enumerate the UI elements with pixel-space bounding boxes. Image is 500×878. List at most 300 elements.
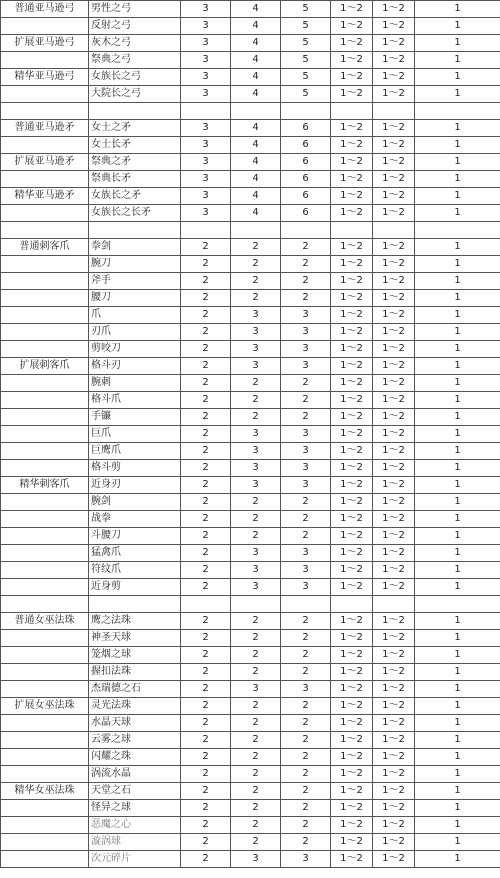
range-cell: 1～2 <box>331 426 373 443</box>
value-cell: 2 <box>181 256 231 273</box>
value-cell: 2 <box>181 528 231 545</box>
range-cell: 1～2 <box>373 817 415 834</box>
item-name-cell: 腕剑 <box>89 494 181 511</box>
value-cell: 1 <box>415 562 500 579</box>
value-cell: 2 <box>231 511 281 528</box>
value-cell: 2 <box>181 630 231 647</box>
table-row <box>1 256 500 273</box>
group-cell <box>1 443 89 460</box>
range-cell <box>373 596 415 613</box>
table-row <box>1 528 500 545</box>
value-cell: 1 <box>415 511 500 528</box>
table-row <box>1 324 500 341</box>
value-cell: 3 <box>281 460 331 477</box>
value-cell: 1 <box>415 358 500 375</box>
range-cell: 1～2 <box>331 698 373 715</box>
range-cell: 1～2 <box>331 52 373 69</box>
range-cell: 1～2 <box>373 409 415 426</box>
value-cell: 1 <box>415 409 500 426</box>
value-cell: 1 <box>415 698 500 715</box>
range-cell: 1～2 <box>373 137 415 154</box>
value-cell: 3 <box>281 681 331 698</box>
range-cell: 1～2 <box>331 239 373 256</box>
value-cell: 1 <box>415 783 500 800</box>
value-cell: 1 <box>415 256 500 273</box>
value-cell: 1 <box>415 664 500 681</box>
range-cell: 1～2 <box>331 341 373 358</box>
group-cell <box>1 307 89 324</box>
value-cell: 1 <box>415 18 500 35</box>
value-cell: 1 <box>415 35 500 52</box>
range-cell: 1～2 <box>331 18 373 35</box>
range-cell <box>373 222 415 239</box>
value-cell: 6 <box>281 137 331 154</box>
value-cell: 2 <box>231 800 281 817</box>
value-cell: 2 <box>181 732 231 749</box>
value-cell: 5 <box>281 18 331 35</box>
range-cell: 1～2 <box>331 766 373 783</box>
value-cell: 4 <box>231 205 281 222</box>
group-cell <box>1 18 89 35</box>
value-cell: 3 <box>181 205 231 222</box>
range-cell: 1～2 <box>331 562 373 579</box>
value-cell: 3 <box>281 851 331 868</box>
range-cell: 1～2 <box>331 256 373 273</box>
value-cell: 2 <box>281 749 331 766</box>
value-cell: 4 <box>231 69 281 86</box>
value-cell: 2 <box>231 290 281 307</box>
item-name-cell: 反射之弓 <box>89 18 181 35</box>
item-name-cell: 女士之矛 <box>89 120 181 137</box>
item-name-cell: 男性之弓 <box>89 1 181 18</box>
item-name-cell <box>89 103 181 120</box>
value-cell: 2 <box>231 375 281 392</box>
value-cell: 2 <box>281 698 331 715</box>
value-cell: 4 <box>231 188 281 205</box>
table-row <box>1 69 500 86</box>
value-cell <box>181 103 231 120</box>
value-cell: 1 <box>415 137 500 154</box>
range-cell: 1～2 <box>331 630 373 647</box>
group-cell <box>1 290 89 307</box>
value-cell: 2 <box>281 375 331 392</box>
range-cell: 1～2 <box>373 851 415 868</box>
value-cell: 1 <box>415 800 500 817</box>
group-cell: 扩展女巫法珠 <box>1 698 89 715</box>
item-name-cell <box>89 222 181 239</box>
value-cell: 3 <box>231 341 281 358</box>
value-cell: 2 <box>181 766 231 783</box>
group-cell <box>1 205 89 222</box>
item-name-cell: 腰刀 <box>89 290 181 307</box>
table-row <box>1 205 500 222</box>
table-row <box>1 562 500 579</box>
item-name-cell: 近身剪 <box>89 579 181 596</box>
value-cell: 2 <box>181 579 231 596</box>
value-cell <box>415 596 500 613</box>
group-cell: 精华亚马逊矛 <box>1 188 89 205</box>
table-row <box>1 375 500 392</box>
range-cell: 1～2 <box>373 171 415 188</box>
range-cell: 1～2 <box>373 52 415 69</box>
group-cell: 扩展亚马逊弓 <box>1 35 89 52</box>
table-row <box>1 290 500 307</box>
table-row <box>1 579 500 596</box>
range-cell: 1～2 <box>331 834 373 851</box>
group-cell <box>1 86 89 103</box>
table-row <box>1 171 500 188</box>
range-cell: 1～2 <box>331 851 373 868</box>
value-cell: 1 <box>415 681 500 698</box>
group-cell <box>1 273 89 290</box>
value-cell: 4 <box>231 120 281 137</box>
range-cell: 1～2 <box>331 715 373 732</box>
value-cell: 3 <box>181 35 231 52</box>
range-cell: 1～2 <box>373 834 415 851</box>
value-cell: 2 <box>231 392 281 409</box>
value-cell: 4 <box>231 86 281 103</box>
range-cell: 1～2 <box>331 579 373 596</box>
value-cell: 2 <box>181 477 231 494</box>
value-cell: 2 <box>181 426 231 443</box>
table-row <box>1 188 500 205</box>
range-cell: 1～2 <box>331 545 373 562</box>
table-row <box>1 800 500 817</box>
range-cell: 1～2 <box>331 681 373 698</box>
value-cell: 3 <box>231 477 281 494</box>
item-name-cell: 刃爪 <box>89 324 181 341</box>
range-cell: 1～2 <box>373 562 415 579</box>
group-cell <box>1 562 89 579</box>
group-cell <box>1 137 89 154</box>
item-name-cell: 爪 <box>89 307 181 324</box>
value-cell: 1 <box>415 528 500 545</box>
range-cell: 1～2 <box>331 205 373 222</box>
value-cell: 2 <box>231 630 281 647</box>
range-cell: 1～2 <box>373 460 415 477</box>
range-cell: 1～2 <box>373 35 415 52</box>
group-cell <box>1 494 89 511</box>
value-cell: 2 <box>281 766 331 783</box>
value-cell <box>281 596 331 613</box>
value-cell: 2 <box>181 562 231 579</box>
value-cell: 3 <box>181 120 231 137</box>
table-row <box>1 477 500 494</box>
range-cell: 1～2 <box>373 477 415 494</box>
value-cell: 1 <box>415 392 500 409</box>
range-cell: 1～2 <box>331 443 373 460</box>
range-cell: 1～2 <box>331 409 373 426</box>
value-cell: 1 <box>415 749 500 766</box>
range-cell: 1～2 <box>373 426 415 443</box>
value-cell: 2 <box>281 494 331 511</box>
group-cell <box>1 715 89 732</box>
value-cell: 1 <box>415 460 500 477</box>
value-cell: 2 <box>181 443 231 460</box>
table-row <box>1 154 500 171</box>
range-cell: 1～2 <box>331 375 373 392</box>
range-cell: 1～2 <box>331 137 373 154</box>
value-cell: 3 <box>281 307 331 324</box>
group-cell <box>1 375 89 392</box>
value-cell: 1 <box>415 239 500 256</box>
value-cell: 2 <box>181 341 231 358</box>
item-name-cell: 握扣法珠 <box>89 664 181 681</box>
range-cell: 1～2 <box>373 324 415 341</box>
value-cell <box>181 222 231 239</box>
value-cell: 3 <box>181 69 231 86</box>
value-cell: 3 <box>231 579 281 596</box>
range-cell: 1～2 <box>373 732 415 749</box>
value-cell: 1 <box>415 613 500 630</box>
table-row <box>1 715 500 732</box>
group-cell: 精华女巫法珠 <box>1 783 89 800</box>
value-cell: 2 <box>281 409 331 426</box>
range-cell: 1～2 <box>373 392 415 409</box>
group-cell <box>1 579 89 596</box>
range-cell: 1～2 <box>331 477 373 494</box>
value-cell: 2 <box>281 647 331 664</box>
range-cell: 1～2 <box>373 681 415 698</box>
value-cell <box>281 103 331 120</box>
item-name-cell: 神圣天球 <box>89 630 181 647</box>
group-cell: 扩展刺客爪 <box>1 358 89 375</box>
value-cell: 2 <box>181 664 231 681</box>
item-name-cell: 笼烟之球 <box>89 647 181 664</box>
value-cell: 2 <box>181 409 231 426</box>
value-cell: 6 <box>281 188 331 205</box>
value-cell: 1 <box>415 52 500 69</box>
value-cell: 2 <box>181 358 231 375</box>
range-cell: 1～2 <box>331 494 373 511</box>
item-name-cell: 女士长矛 <box>89 137 181 154</box>
value-cell: 3 <box>231 324 281 341</box>
range-cell: 1～2 <box>373 86 415 103</box>
value-cell: 2 <box>181 715 231 732</box>
value-cell: 4 <box>231 1 281 18</box>
value-cell: 2 <box>281 392 331 409</box>
group-cell <box>1 817 89 834</box>
range-cell: 1～2 <box>331 732 373 749</box>
range-cell: 1～2 <box>331 817 373 834</box>
group-cell <box>1 749 89 766</box>
group-cell <box>1 52 89 69</box>
range-cell: 1～2 <box>331 392 373 409</box>
value-cell: 2 <box>231 409 281 426</box>
value-cell: 3 <box>181 188 231 205</box>
value-cell: 3 <box>181 18 231 35</box>
range-cell: 1～2 <box>373 647 415 664</box>
value-cell: 1 <box>415 69 500 86</box>
value-cell: 6 <box>281 205 331 222</box>
value-cell <box>281 222 331 239</box>
value-cell: 2 <box>281 613 331 630</box>
value-cell: 1 <box>415 86 500 103</box>
group-cell <box>1 596 89 613</box>
value-cell: 3 <box>181 154 231 171</box>
item-name-cell: 涡流水晶 <box>89 766 181 783</box>
table-row <box>1 341 500 358</box>
range-cell: 1～2 <box>331 290 373 307</box>
value-cell: 1 <box>415 426 500 443</box>
value-cell: 5 <box>281 1 331 18</box>
group-cell <box>1 647 89 664</box>
table-row <box>1 664 500 681</box>
group-cell <box>1 766 89 783</box>
range-cell: 1～2 <box>373 528 415 545</box>
value-cell: 1 <box>415 324 500 341</box>
range-cell: 1～2 <box>331 69 373 86</box>
value-cell: 2 <box>281 511 331 528</box>
range-cell: 1～2 <box>331 647 373 664</box>
value-cell: 3 <box>231 307 281 324</box>
range-cell: 1～2 <box>373 494 415 511</box>
group-cell <box>1 324 89 341</box>
value-cell: 3 <box>281 443 331 460</box>
value-cell: 2 <box>181 647 231 664</box>
value-cell: 3 <box>281 341 331 358</box>
range-cell: 1～2 <box>373 69 415 86</box>
value-cell: 4 <box>231 52 281 69</box>
group-cell <box>1 851 89 868</box>
range-cell: 1～2 <box>331 171 373 188</box>
range-cell: 1～2 <box>373 715 415 732</box>
value-cell: 2 <box>181 290 231 307</box>
value-cell: 3 <box>181 86 231 103</box>
table-row <box>1 52 500 69</box>
item-name-cell: 格斗爪 <box>89 392 181 409</box>
value-cell: 3 <box>231 426 281 443</box>
group-cell: 精华亚马逊弓 <box>1 69 89 86</box>
item-name-cell: 鹰之法珠 <box>89 613 181 630</box>
value-cell: 1 <box>415 715 500 732</box>
value-cell: 3 <box>181 171 231 188</box>
range-cell: 1～2 <box>331 783 373 800</box>
value-cell: 2 <box>181 698 231 715</box>
value-cell: 2 <box>181 494 231 511</box>
group-cell <box>1 409 89 426</box>
item-name-cell: 恶魔之心 <box>89 817 181 834</box>
range-cell <box>373 103 415 120</box>
range-cell: 1～2 <box>331 307 373 324</box>
range-cell: 1～2 <box>331 1 373 18</box>
value-cell: 3 <box>281 358 331 375</box>
value-cell: 2 <box>181 613 231 630</box>
item-name-cell: 符纹爪 <box>89 562 181 579</box>
group-cell: 扩展亚马逊矛 <box>1 154 89 171</box>
item-name-cell: 天堂之石 <box>89 783 181 800</box>
range-cell: 1～2 <box>331 613 373 630</box>
value-cell: 2 <box>231 256 281 273</box>
table-row <box>1 35 500 52</box>
item-name-cell: 腕刺 <box>89 375 181 392</box>
value-cell: 2 <box>281 528 331 545</box>
value-cell: 3 <box>281 545 331 562</box>
group-cell <box>1 630 89 647</box>
table-row <box>1 460 500 477</box>
value-cell: 2 <box>231 766 281 783</box>
range-cell: 1～2 <box>373 273 415 290</box>
value-cell: 1 <box>415 443 500 460</box>
range-cell: 1～2 <box>373 1 415 18</box>
value-cell: 3 <box>231 460 281 477</box>
item-name-cell: 水晶天球 <box>89 715 181 732</box>
value-cell: 2 <box>231 715 281 732</box>
table-row <box>1 783 500 800</box>
range-cell: 1～2 <box>373 443 415 460</box>
table-row <box>1 358 500 375</box>
table-row <box>1 630 500 647</box>
value-cell: 3 <box>281 426 331 443</box>
value-cell: 2 <box>281 664 331 681</box>
value-cell: 1 <box>415 341 500 358</box>
range-cell: 1～2 <box>331 188 373 205</box>
value-cell: 1 <box>415 494 500 511</box>
item-name-cell: 祭典之矛 <box>89 154 181 171</box>
value-cell: 2 <box>231 834 281 851</box>
value-cell: 2 <box>181 392 231 409</box>
value-cell: 2 <box>231 732 281 749</box>
value-cell: 2 <box>231 528 281 545</box>
range-cell: 1～2 <box>331 120 373 137</box>
group-cell <box>1 460 89 477</box>
group-cell <box>1 392 89 409</box>
value-cell <box>231 222 281 239</box>
range-cell: 1～2 <box>331 664 373 681</box>
item-name-cell: 战拳 <box>89 511 181 528</box>
item-name-cell: 腕刀 <box>89 256 181 273</box>
range-cell: 1～2 <box>331 273 373 290</box>
item-name-cell: 女族长之弓 <box>89 69 181 86</box>
value-cell: 3 <box>281 324 331 341</box>
value-cell: 6 <box>281 120 331 137</box>
value-cell: 4 <box>231 35 281 52</box>
value-cell: 1 <box>415 579 500 596</box>
value-cell <box>231 596 281 613</box>
item-name-cell: 拳剑 <box>89 239 181 256</box>
value-cell: 4 <box>231 154 281 171</box>
value-cell: 1 <box>415 545 500 562</box>
value-cell: 5 <box>281 35 331 52</box>
group-cell <box>1 222 89 239</box>
value-cell: 2 <box>281 256 331 273</box>
value-cell: 2 <box>181 800 231 817</box>
range-cell: 1～2 <box>373 307 415 324</box>
range-cell: 1～2 <box>331 324 373 341</box>
value-cell: 1 <box>415 188 500 205</box>
item-name-cell: 女族长之长矛 <box>89 205 181 222</box>
value-cell: 2 <box>231 698 281 715</box>
value-cell: 1 <box>415 307 500 324</box>
value-cell: 1 <box>415 205 500 222</box>
value-cell: 2 <box>281 715 331 732</box>
table-row <box>1 18 500 35</box>
range-cell: 1～2 <box>373 545 415 562</box>
value-cell: 2 <box>281 800 331 817</box>
table-row <box>1 443 500 460</box>
range-cell: 1～2 <box>331 749 373 766</box>
item-name-cell: 巨爪 <box>89 426 181 443</box>
value-cell: 1 <box>415 120 500 137</box>
item-name-cell: 剪咬刀 <box>89 341 181 358</box>
range-cell: 1～2 <box>373 18 415 35</box>
range-cell: 1～2 <box>331 154 373 171</box>
range-cell: 1～2 <box>331 511 373 528</box>
value-cell: 2 <box>231 664 281 681</box>
table-row <box>1 545 500 562</box>
range-cell: 1～2 <box>373 375 415 392</box>
value-cell: 2 <box>181 239 231 256</box>
